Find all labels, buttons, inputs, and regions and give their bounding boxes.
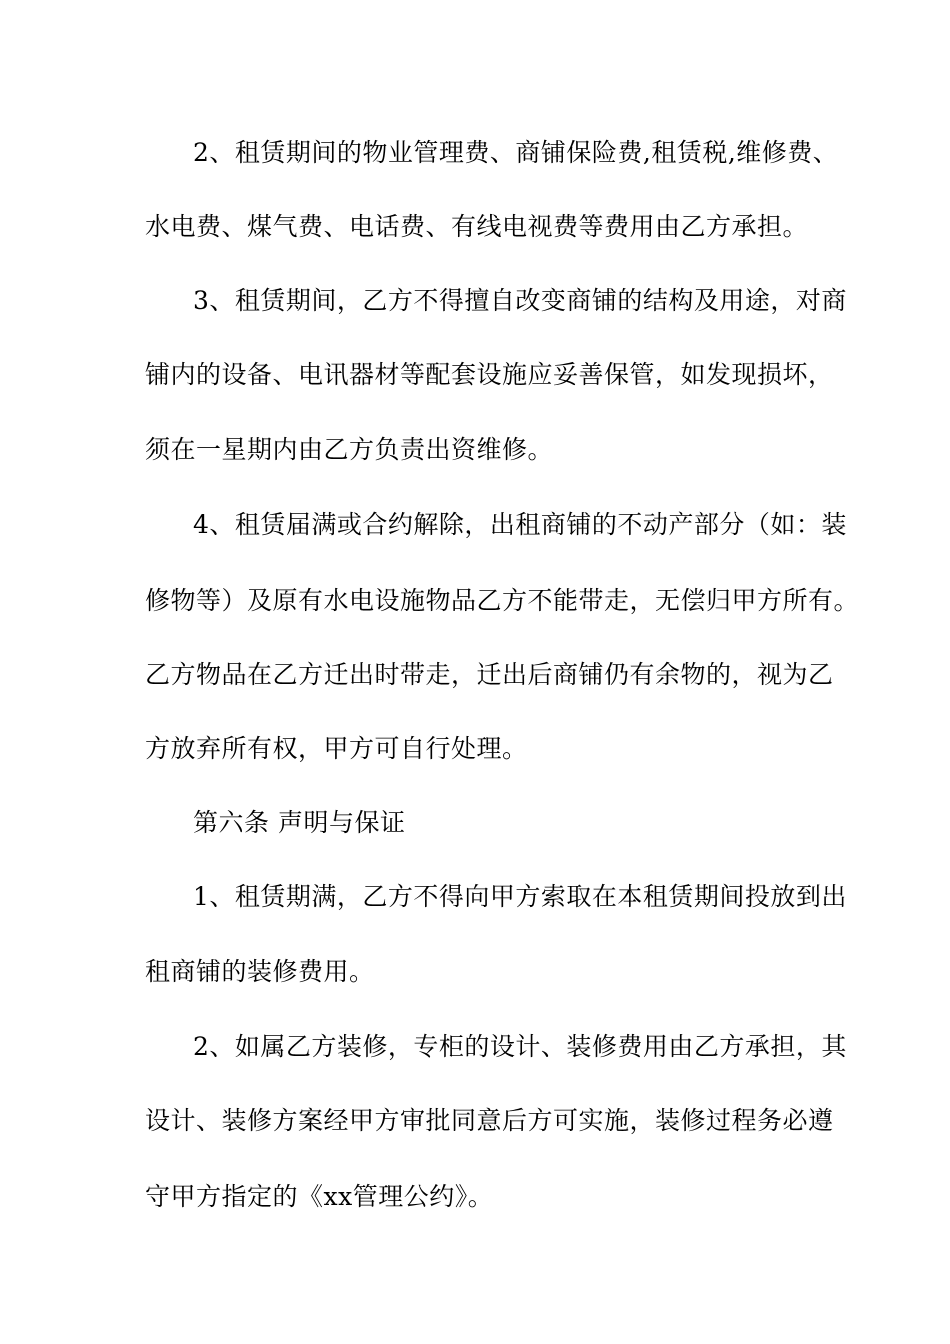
article-6-item-1-line-1: 1、租赁期满，乙方不得向甲方索取在本租赁期间投放到出 bbox=[193, 882, 847, 911]
paragraph-3-line-2: 铺内的设备、电讯器材等配套设施应妥善保管，如发现损坏， bbox=[145, 360, 834, 389]
article-6-item-2-line-1: 2、如属乙方装修，专柜的设计、装修费用由乙方承担，其 bbox=[193, 1032, 847, 1061]
article-6-item-1-line-2: 租商铺的装修费用。 bbox=[145, 957, 375, 986]
paragraph-4-line-2: 修物等）及原有水电设施物品乙方不能带走，无偿归甲方所有。 bbox=[145, 586, 860, 615]
paragraph-2-line-2: 水电费、煤气费、电话费、有线电视费等费用由乙方承担。 bbox=[145, 212, 809, 241]
paragraph-3-line-3: 须在一星期内由乙方负责出资维修。 bbox=[145, 435, 554, 464]
paragraph-4-line-3: 乙方物品在乙方迁出时带走，迁出后商铺仍有余物的，视为乙 bbox=[145, 660, 834, 689]
paragraph-4-line-1: 4、租赁届满或合约解除，出租商铺的不动产部分（如：装 bbox=[193, 510, 847, 539]
article-6-item-2-line-3: 守甲方指定的《xx管理公约》。 bbox=[145, 1182, 494, 1211]
paragraph-2-line-1: 2、租赁期间的物业管理费、商铺保险费,租赁税,维修费、 bbox=[193, 138, 839, 167]
paragraph-3-line-1: 3、租赁期间，乙方不得擅自改变商铺的结构及用途，对商 bbox=[193, 286, 847, 315]
section-heading-article-6: 第六条 声明与保证 bbox=[193, 808, 406, 837]
article-6-item-2-line-2: 设计、装修方案经甲方审批同意后方可实施，装修过程务必遵 bbox=[145, 1106, 834, 1135]
paragraph-4-line-4: 方放弃所有权，甲方可自行处理。 bbox=[145, 734, 528, 763]
